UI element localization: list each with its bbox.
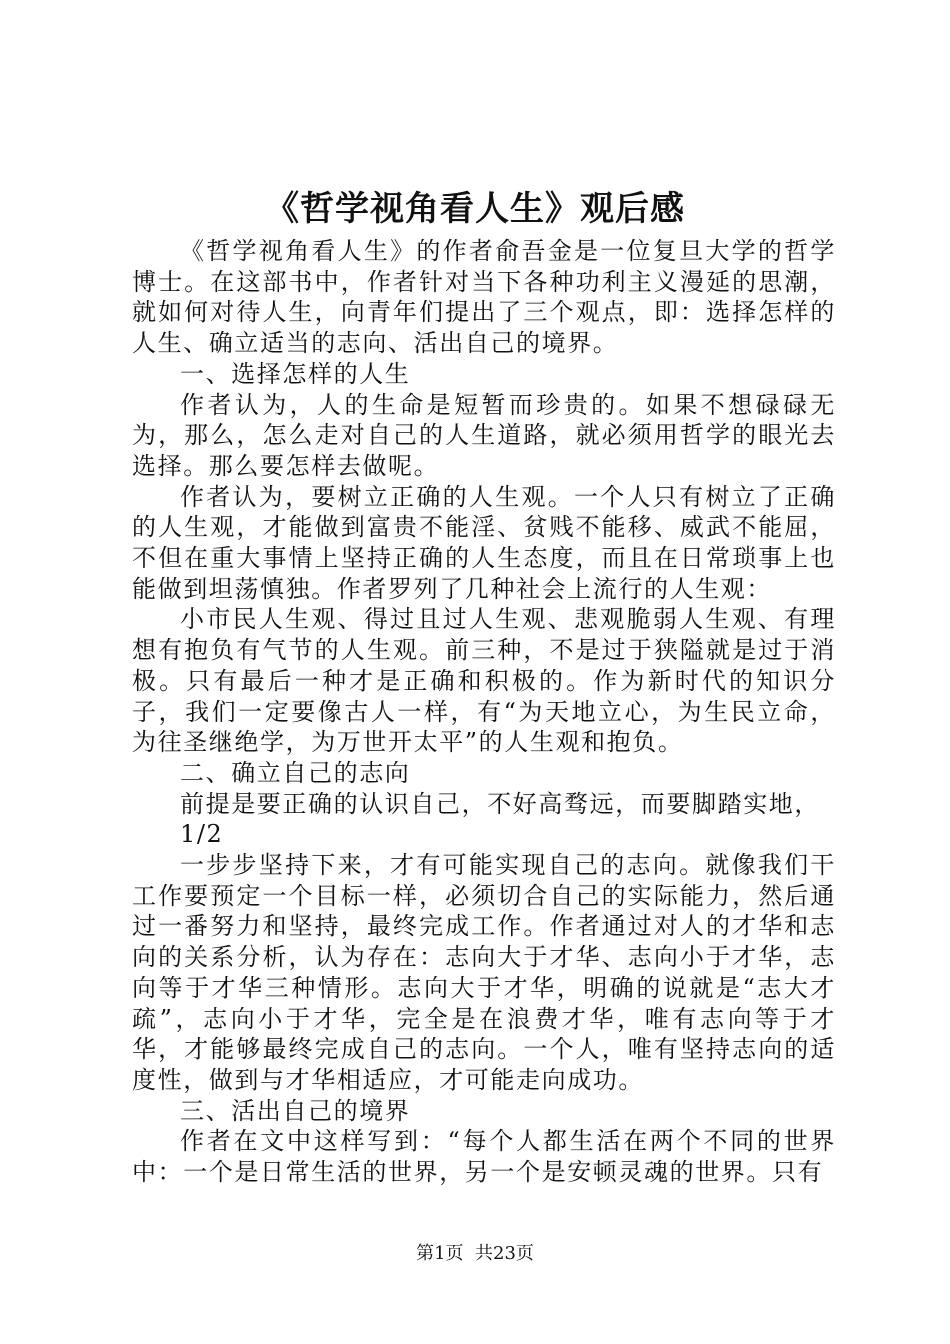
section-heading-1: 一、选择怎样的人生 <box>180 359 411 388</box>
paragraph: 前提是要正确的认识自己，不好高骛远，而要脚踏实地， <box>180 789 820 818</box>
page-footer: 第1页 共23页 <box>416 1243 534 1264</box>
paragraph-intro: 《哲学视角看人生》的作者俞吾金是一位复旦大学的哲学博士。在这部书中，作者针对当下各种功利主义漫延的思潮，就如何对待人生，向青年们提出了三个观点，即：选择怎样的人生、确立适当的志向、活出自己的境界。 <box>132 237 836 358</box>
document-title: 《哲学视角看人生》观后感 <box>265 189 685 229</box>
paragraph: 作者认为，人的生命是短暂而珍贵的。如果不想碌碌无为，那么，怎么走对自己的人生道路，就必须用哲学的眼光去选择。那么要怎样去做呢。 <box>132 390 836 480</box>
paragraph: 小市民人生观、得过且过人生观、悲观脆弱人生观、有理想有抱负有气节的人生观。前三种，不是过于狭隘就是过于消极。只有最后一种才是正确和积极的。作为新时代的知识分子，我们一定要像古人一样，有“为天地立心，为生民立命，为往圣继绝学，为万世开太平”的人生观和抱负。 <box>132 605 836 757</box>
paragraph: 作者在文中这样写到：“每个人都生活在两个不同的世界中：一个是日常生活的世界，另一个是安顿灵魂的世界。只有 <box>132 1127 836 1187</box>
section-heading-3: 三、活出自己的境界 <box>180 1096 411 1125</box>
document-body <box>132 236 836 1188</box>
paragraph: 一步步坚持下来，才有可能实现自己的志向。就像我们干工作要预定一个目标一样，必须切合自己的实际能力，然后通过一番努力和坚持，最终完成工作。作者通过对人的才华和志向的关系分析，认为存在：志向大于才华、志向小于才华，志向等于才华三种情形。志向大于才华，明确的说就是“志大才疏”，志向小于才华，完全是在浪费才华，唯有志向等于才华，才能够最终完成自己的志向。一个人，唯有坚持志向的适度性，做到与才华相适应，才可能走向成功。 <box>132 851 836 1094</box>
section-heading-2: 二、确立自己的志向 <box>180 758 411 787</box>
inline-page-marker: 1/2 <box>180 820 224 849</box>
paragraph: 作者认为，要树立正确的人生观。一个人只有树立了正确的人生观，才能做到富贵不能淫、贫贱不能移、威武不能屈，不但在重大事情上坚持正确的人生态度，而且在日常琐事上也能做到坦荡慎独。作者罗列了几种社会上流行的人生观： <box>132 482 836 603</box>
